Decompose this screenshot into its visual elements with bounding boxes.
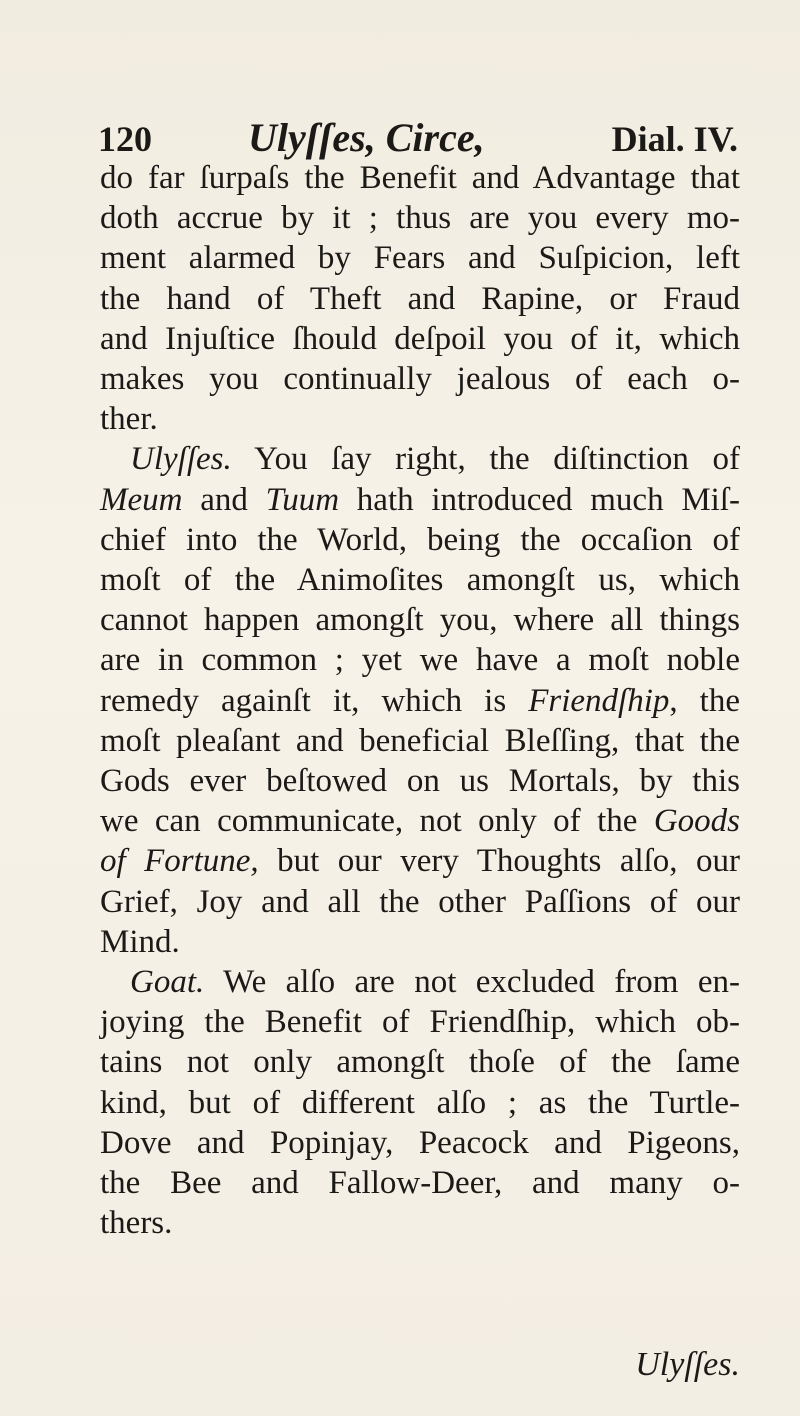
text-line: Meum and Tuum hath introduced much Miſ- — [100, 481, 741, 518]
text-line: we can communicate, not only of the Goods — [100, 803, 740, 840]
text-line: moſt pleaſant and beneficial Bleſſing, that the — [100, 722, 740, 759]
catchword: Ulyſſes. — [635, 1346, 740, 1383]
italic-term: Tuum — [265, 481, 340, 518]
body-text — [100, 158, 740, 1243]
speaker-name: Goat. — [130, 964, 205, 1001]
text-line: are in common ; yet we have a moſt noble — [100, 642, 740, 679]
italic-term: Goods — [653, 803, 740, 840]
text-line: Mind. — [100, 923, 180, 960]
speaker-name: Ulyſſes. — [130, 441, 232, 478]
text-line: of Fortune, but our very Thoughts alſo, our — [100, 843, 740, 880]
text-line: kind, but of different alſo ; as the Turtle- — [100, 1084, 740, 1121]
text-line: ment alarmed by Fears and Suſpicion, left — [100, 240, 740, 277]
page-number: 120 — [98, 119, 152, 159]
text-line: Dove and Popinjay, Peacock and Pigeons, — [100, 1124, 740, 1161]
text-line: moſt of the Animoſites amongſt us, which — [100, 562, 740, 599]
text-line: doth accrue by it ; thus are you every mo- — [100, 200, 740, 237]
text-line: Gods ever beſtowed on us Mortals, by this — [100, 763, 740, 800]
running-title: Ulyſſes, Circe, — [248, 115, 485, 160]
dialogue-number: Dial. IV. — [611, 119, 738, 159]
text-line: makes you continually jealous of each o- — [100, 361, 740, 398]
text-line: cannot happen amongſt you, where all things — [100, 602, 740, 639]
italic-term: Friendſhip — [528, 682, 670, 719]
text-line: tains not only amongſt thoſe of the ſame — [100, 1044, 740, 1081]
text-line: thers. — [100, 1205, 173, 1242]
text-line: chief into the World, being the occaſion of — [100, 521, 740, 558]
text-line: the hand of Theft and Rapine, or Fraud — [100, 280, 740, 317]
text-line: remedy againſt it, which is Friendſhip, the — [100, 682, 741, 719]
text-line: joying the Benefit of Friendſhip, which ob- — [100, 1004, 740, 1041]
italic-term: Meum — [100, 481, 183, 518]
italic-term: of Fortune, — [100, 843, 259, 880]
text-line: the Bee and Fallow-Deer, and many o- — [100, 1165, 740, 1202]
text-line: Ulyſſes. You ſay right, the diſtinction of — [130, 441, 740, 478]
text-line: Goat. We alſo are not excluded from en- — [130, 964, 740, 1001]
text-line: do far ſurpaſs the Benefit and Advantage that — [100, 160, 740, 196]
text-line: ther. — [100, 401, 158, 438]
text-line: Grief, Joy and all the other Paſſions of our — [100, 883, 740, 920]
text-line: and Injuſtice ſhould deſpoil you of it, which — [100, 320, 740, 357]
